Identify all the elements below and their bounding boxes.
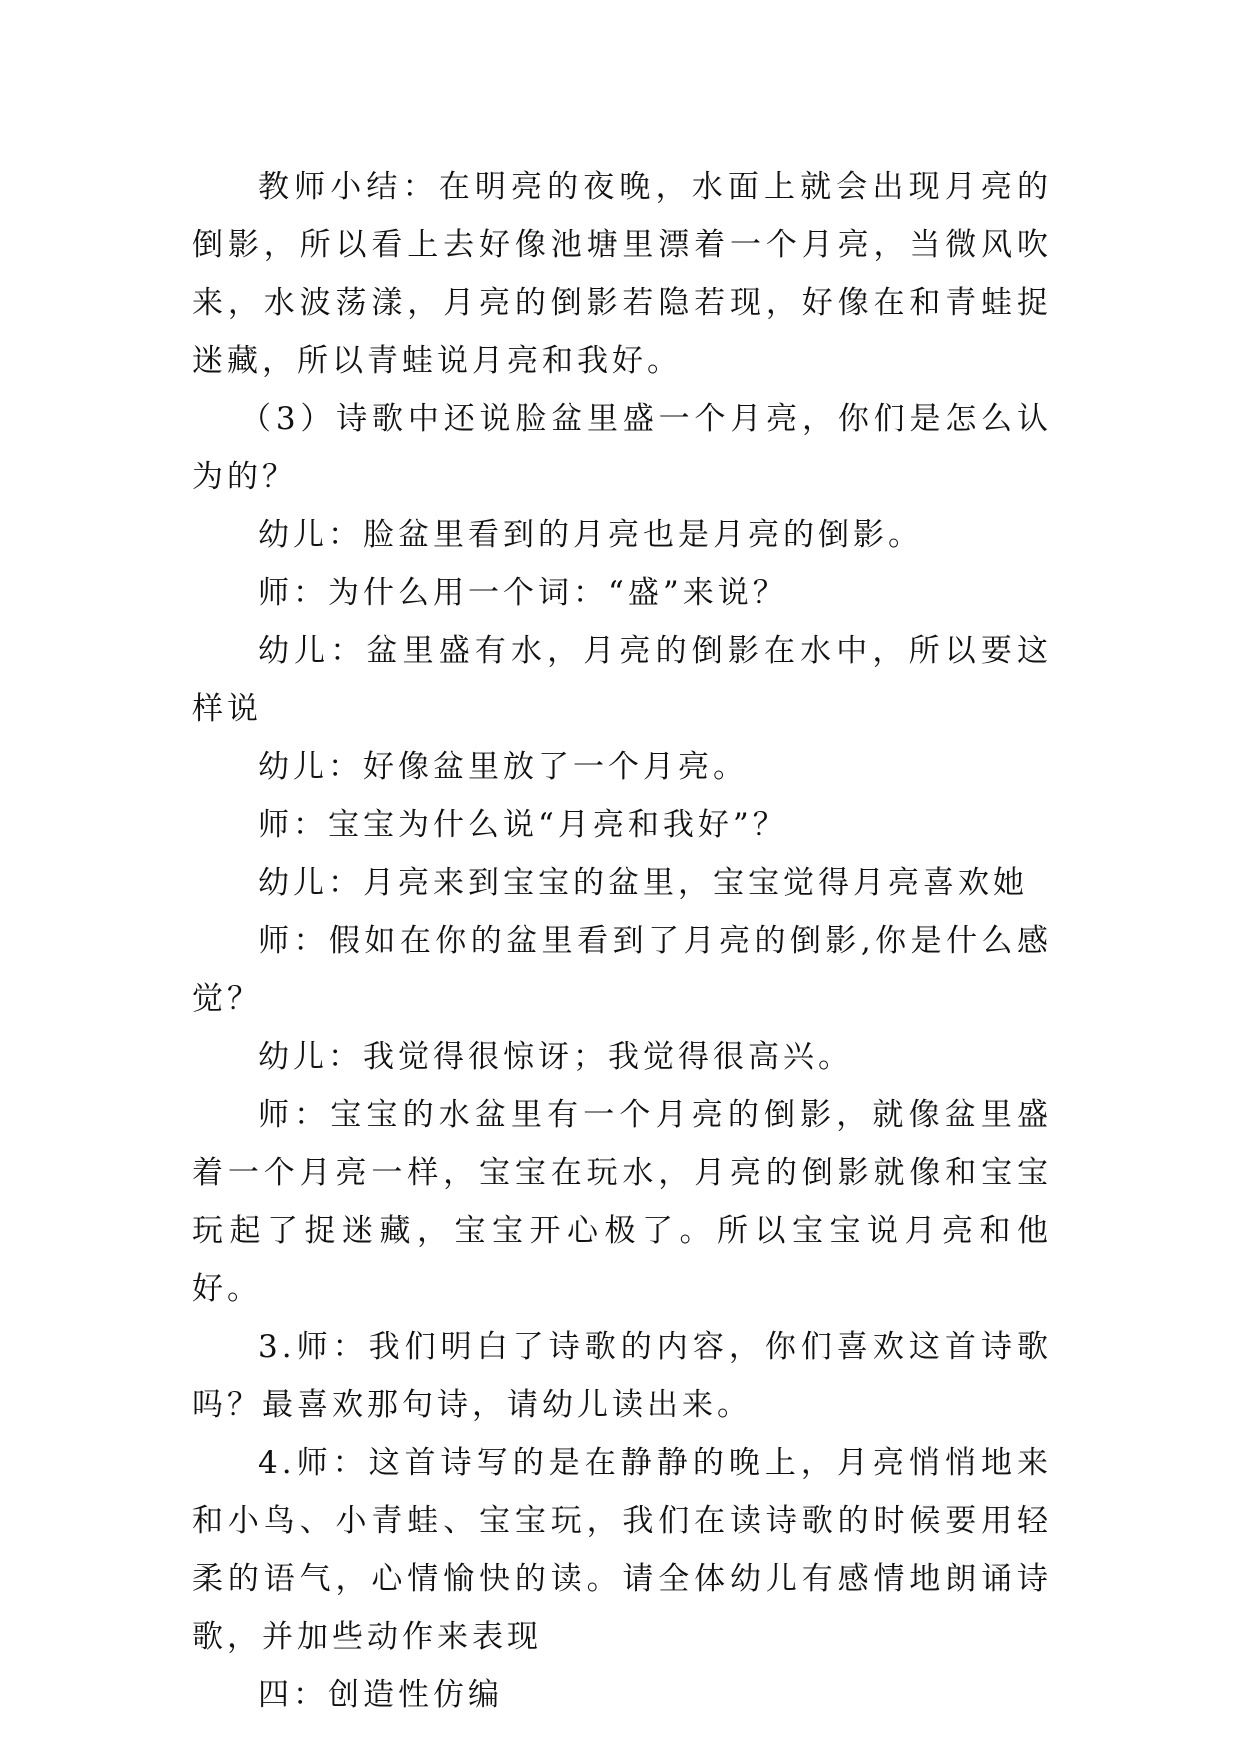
paragraph-child-answer: 幼儿：脸盆里看到的月亮也是月亮的倒影。	[258, 517, 923, 553]
section-heading: 四：创造性仿编	[258, 1677, 503, 1713]
paragraph-teacher-question: 师：假如在你的盆里看到了月亮的倒影,你是什么感觉？	[192, 923, 1052, 1017]
paragraph-teacher-summary: 师：宝宝的水盆里有一个月亮的倒影，就像盆里盛着一个月亮一样，宝宝在玩水，月亮的倒影就像和宝宝玩起了捉迷藏，宝宝开心极了。所以宝宝说月亮和他好。	[192, 1097, 1052, 1307]
paragraph-child-answer: 幼儿：月亮来到宝宝的盆里，宝宝觉得月亮喜欢她	[258, 865, 1028, 901]
paragraph-question-3: （3）诗歌中还说脸盆里盛一个月亮，你们是怎么认为的？	[192, 401, 1052, 495]
paragraph-step-3: 3.师：我们明白了诗歌的内容，你们喜欢这首诗歌吗？最喜欢那句诗，请幼儿读出来。	[192, 1329, 1052, 1423]
paragraph-child-answer: 幼儿：盆里盛有水，月亮的倒影在水中，所以要这样说	[192, 633, 1052, 727]
paragraph-teacher-question: 师：宝宝为什么说“月亮和我好”？	[258, 807, 788, 843]
paragraph-step-4: 4.师：这首诗写的是在静静的晚上，月亮悄悄地来和小鸟、小青蛙、宝宝玩，我们在读诗歌的时候要用轻柔的语气，心情愉快的读。请全体幼儿有感情地朗诵诗歌，并加些动作来表现	[192, 1445, 1052, 1655]
paragraph-teacher-question: 师：为什么用一个词：“盛”来说？	[258, 575, 788, 611]
document-body	[192, 158, 1052, 1724]
paragraph-child-answer: 幼儿：好像盆里放了一个月亮。	[258, 749, 748, 785]
paragraph-teacher-summary: 教师小结：在明亮的夜晚，水面上就会出现月亮的倒影，所以看上去好像池塘里漂着一个月亮，当微风吹来，水波荡漾，月亮的倒影若隐若现，好像在和青蛙捉迷藏，所以青蛙说月亮和我好。	[192, 169, 1052, 379]
paragraph-child-answer: 幼儿：我觉得很惊讶；我觉得很高兴。	[258, 1039, 853, 1075]
